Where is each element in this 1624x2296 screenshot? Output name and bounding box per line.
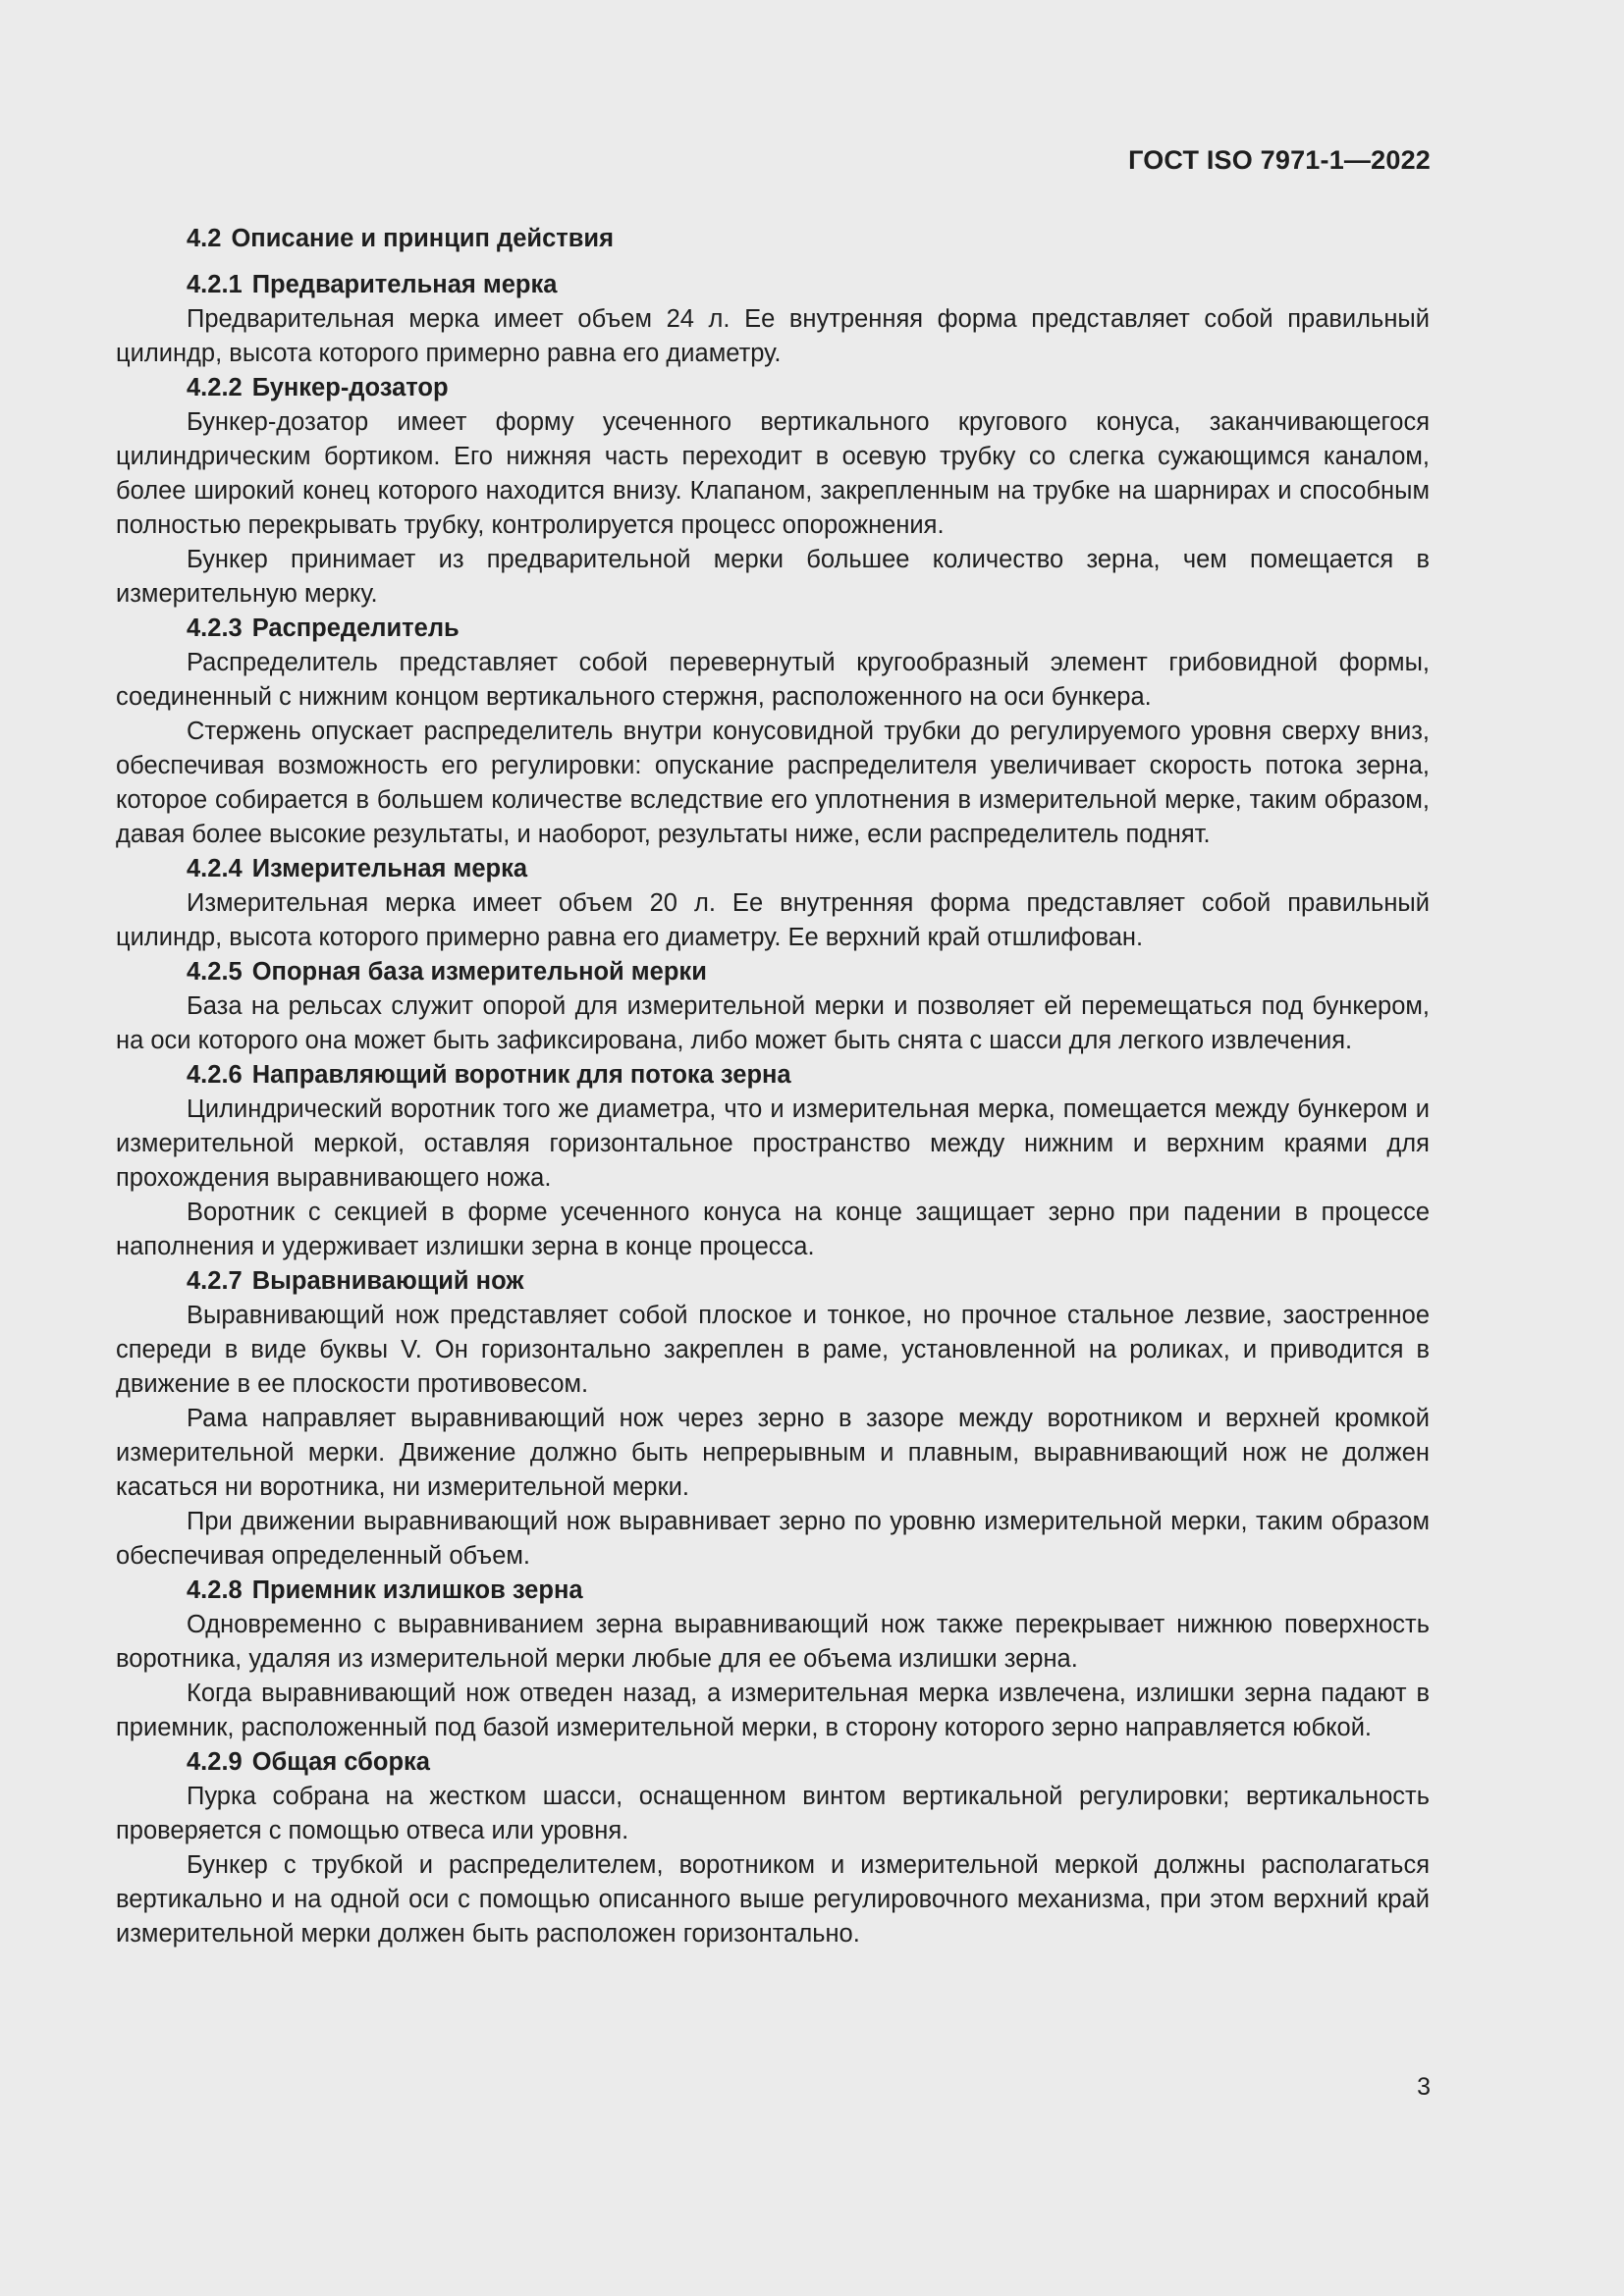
subsection-4-2-9 [116, 1745, 1430, 1951]
document-body [116, 222, 1430, 1951]
subsection-title: Распределитель [251, 614, 460, 642]
paragraph: Бункер с трубкой и распределителем, воротником и измерительной меркой должны располагаться вертикально и на одной оси с помощью описанного выше регулировочного механизма, при этом верхний край измерительной мерки должен быть расположен горизонтально. [116, 1851, 1430, 1948]
subsection-heading [116, 612, 1430, 646]
subsection-number: 4.2.3 [187, 614, 243, 642]
section-title: Описание и принцип действия [231, 225, 614, 252]
paragraph: Пурка собрана на жестком шасси, оснащенном винтом вертикальной регулировки; вертикальность проверяется с помощью отвеса или уровня. [116, 1783, 1430, 1844]
subsection-4-2-6 [116, 1058, 1430, 1264]
subsections-container [116, 268, 1430, 1951]
paragraph: Рама направляет выравнивающий нож через зерно в зазоре между воротником и верхней кромкой измерительной мерки. Движение должно быть непрерывным и плавным, выравнивающий нож не должен касаться ни воротника, ни измерительной мерки. [116, 1405, 1430, 1501]
paragraph: Одновременно с выравниванием зерна выравнивающий нож также перекрывает нижнюю поверхность воротника, удаляя из измерительной мерки любые для ее объема излишки зерна. [116, 1611, 1430, 1673]
subsection-title: Выравнивающий нож [251, 1267, 524, 1295]
paragraph: Цилиндрический воротник того же диаметра, что и измерительная мерка, помещается между бункером и измерительной меркой, оставляя горизонтальное пространство между нижним и верхним краями для прохождения выравнивающего ножа. [116, 1095, 1430, 1192]
subsection-number: 4.2.2 [187, 374, 243, 401]
paragraph: Бункер принимает из предварительной мерки большее количество зерна, чем помещается в измерительную мерку. [116, 546, 1430, 608]
page-number: 3 [1417, 2073, 1431, 2101]
section-number: 4.2 [187, 225, 222, 252]
subsection-heading [116, 852, 1430, 886]
subsection-number: 4.2.5 [187, 958, 243, 986]
subsection-heading [116, 268, 1430, 302]
subsection-4-2-4 [116, 852, 1430, 955]
paragraph: При движении выравнивающий нож выравнивает зерно по уровню измерительной мерки, таким образом обеспечивая определенный объем. [116, 1508, 1430, 1570]
paragraph: Воротник с секцией в форме усеченного конуса на конце защищает зерно при падении в процессе наполнения и удерживает излишки зерна в конце процесса. [116, 1199, 1430, 1260]
subsection-4-2-5 [116, 955, 1430, 1058]
subsection-title: Опорная база измерительной мерки [251, 958, 707, 986]
paragraph: Предварительная мерка имеет объем 24 л. Ее внутренняя форма представляет собой правильный цилиндр, высота которого примерно равна его диаметру. [116, 305, 1430, 367]
paragraph: Распределитель представляет собой перевернутый кругообразный элемент грибовидной формы, соединенный с нижним концом вертикального стержня, расположенного на оси бункера. [116, 649, 1430, 711]
paragraph: База на рельсах служит опорой для измерительной мерки и позволяет ей перемещаться под бункером, на оси которого она может быть зафиксирована, либо может быть снята с шасси для легкого извлечения. [116, 992, 1430, 1054]
paragraph: Измерительная мерка имеет объем 20 л. Ее внутренняя форма представляет собой правильный цилиндр, высота которого примерно равна его диаметру. Ее верхний край отшлифован. [116, 889, 1430, 951]
subsection-number: 4.2.4 [187, 855, 243, 882]
subsection-title: Предварительная мерка [251, 271, 558, 298]
subsection-heading [116, 1574, 1430, 1608]
paragraph: Выравнивающий нож представляет собой плоское и тонкое, но прочное стальное лезвие, заостренное спереди в виде буквы V. Он горизонтально закреплен в раме, установленной на роликах, и приводится в движение в ее плоскости противовесом. [116, 1302, 1430, 1398]
subsection-number: 4.2.6 [187, 1061, 243, 1089]
subsection-title: Измерительная мерка [251, 855, 528, 882]
paragraph: Бункер-дозатор имеет форму усеченного вертикального кругового конуса, заканчивающегося цилиндрическим бортиком. Его нижняя часть переходит в осевую трубку со слегка сужающимся каналом, более широкий конец которого находится внизу. Клапаном, закрепленным на трубке на шарнирах и способным полностью перекрывать трубку, контролируется процесс опорожнения. [116, 408, 1430, 539]
subsection-title: Приемник излишков зерна [251, 1576, 583, 1604]
subsection-4-2-7 [116, 1264, 1430, 1574]
subsection-title: Направляющий воротник для потока зерна [251, 1061, 791, 1089]
subsection-heading [116, 1745, 1430, 1780]
subsection-title: Общая сборка [251, 1748, 430, 1776]
subsection-number: 4.2.7 [187, 1267, 243, 1295]
paragraph: Когда выравнивающий нож отведен назад, а измерительная мерка извлечена, излишки зерна падают в приемник, расположенный под базой измерительной мерки, в сторону которого зерно направляется юбкой. [116, 1680, 1430, 1741]
subsection-heading [116, 955, 1430, 989]
subsection-4-2-3 [116, 612, 1430, 852]
subsection-4-2-1 [116, 268, 1430, 371]
subsection-4-2-8 [116, 1574, 1430, 1745]
subsection-heading [116, 371, 1430, 405]
subsection-heading [116, 1058, 1430, 1093]
subsection-number: 4.2.8 [187, 1576, 243, 1604]
subsection-number: 4.2.1 [187, 271, 243, 298]
subsection-number: 4.2.9 [187, 1748, 243, 1776]
subsection-heading [116, 1264, 1430, 1299]
subsection-title: Бункер-дозатор [251, 374, 449, 401]
document-code: ГОСТ ISO 7971-1—2022 [1128, 145, 1431, 175]
subsection-4-2-2 [116, 371, 1430, 612]
section-heading [116, 222, 1430, 256]
paragraph: Стержень опускает распределитель внутри конусовидной трубки до регулируемого уровня сверху вниз, обеспечивая возможность его регулировки: опускание распределителя увеличивает скорость потока зерна, которое собирается в большем количестве вследствие его уплотнения в измерительной мерке, таким образом, давая более высокие результаты, и наоборот, результаты ниже, если распределитель поднят. [116, 718, 1430, 848]
